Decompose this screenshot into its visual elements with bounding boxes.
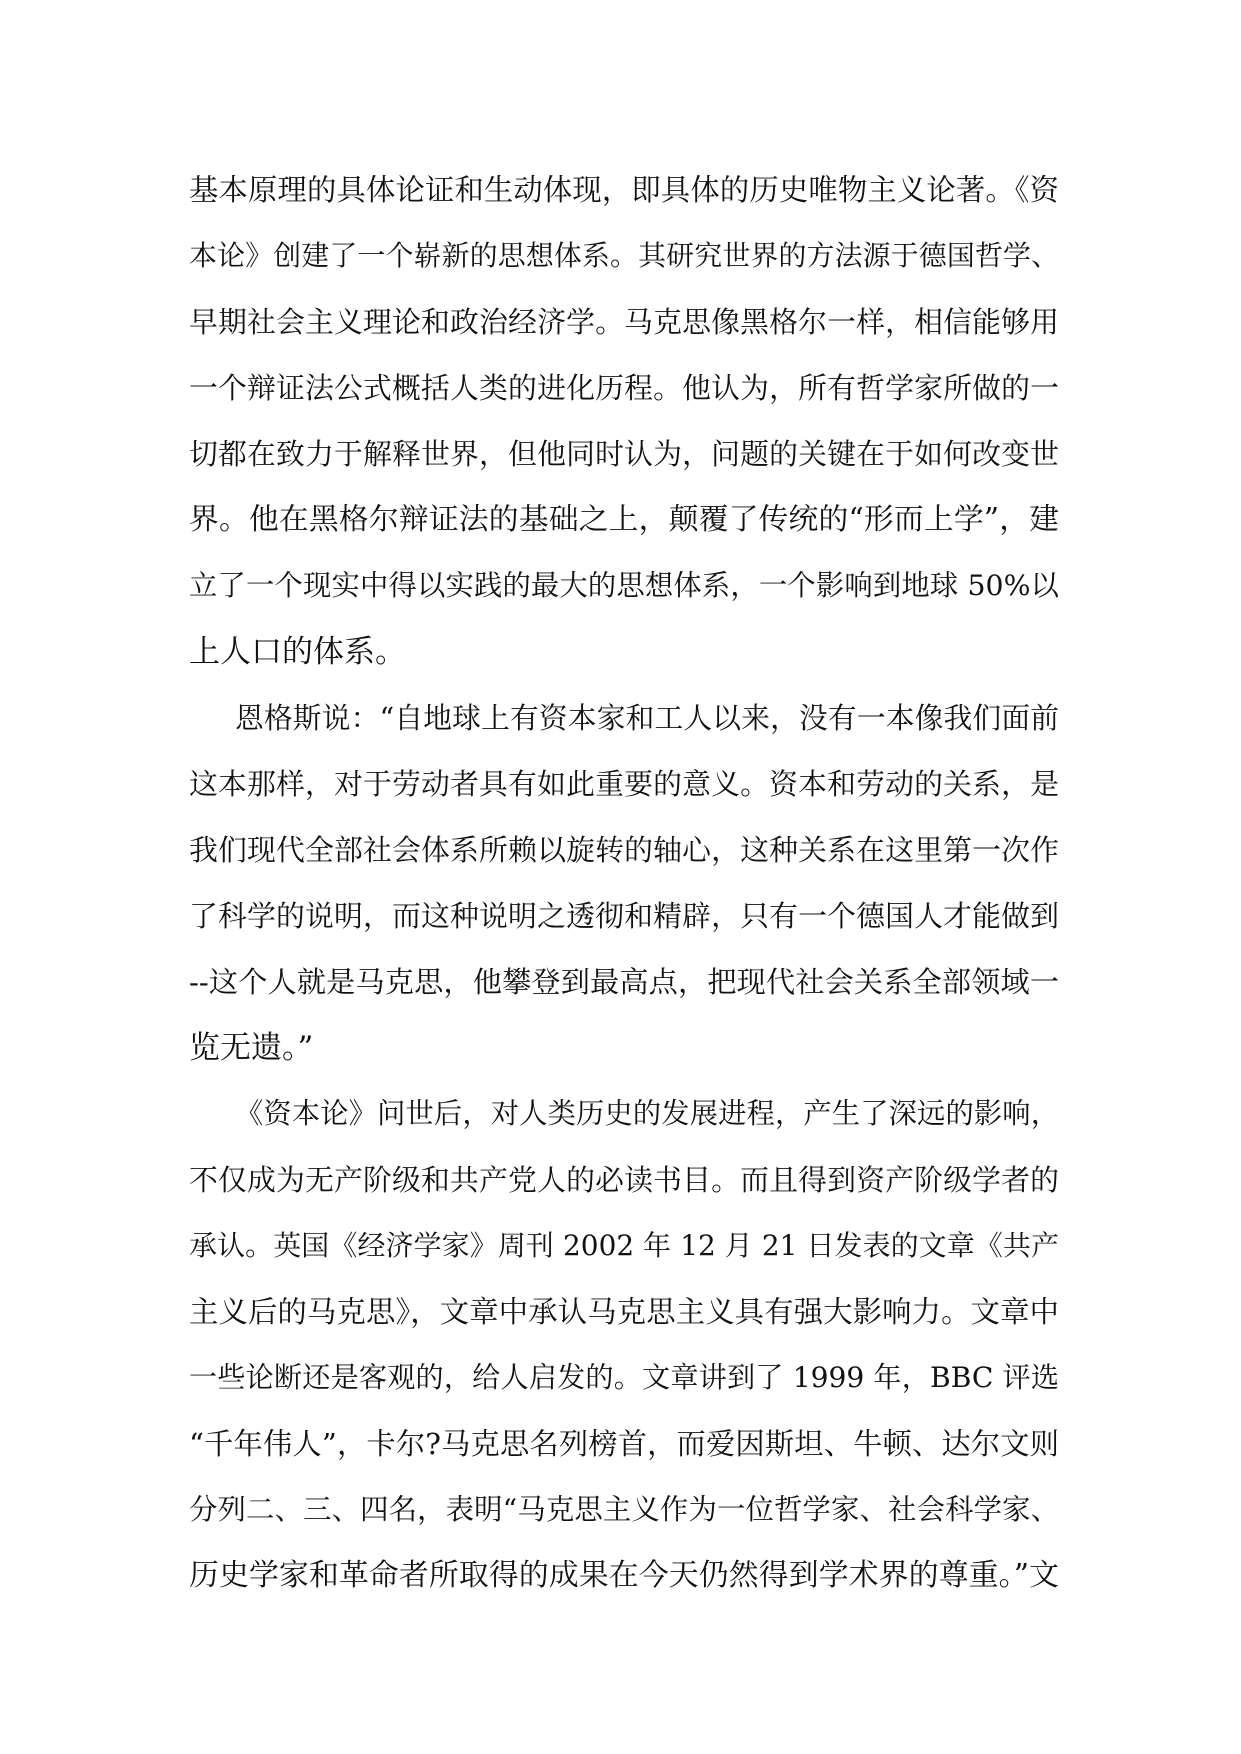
text-line: 一个辩证法公式概括人类的进化历程。他认为，所有哲学家所做的一 [189, 371, 1059, 405]
body-text [189, 157, 1059, 1609]
text-line: 承认。英国《经济学家》周刊 2002 年 12 月 21 日发表的文章《共产 [189, 1229, 1059, 1262]
text-line: 早期社会主义理论和政治经济学。马克思像黑格尔一样，相信能够用 [189, 305, 1059, 339]
text-line: 上人口的体系。 [189, 634, 406, 670]
text-line: 立了一个现实中得以实践的最大的思想体系，一个影响到地球 50%以 [189, 569, 1059, 602]
text-line: 主义后的马克思》，文章中承认马克思主义具有强大影响力。文章中 [189, 1295, 1059, 1329]
text-line: “千年伟人”，卡尔?马克思名列榜首，而爱因斯坦、牛顿、达尔文则 [189, 1427, 1059, 1461]
text-line: 览无遗。” [189, 1030, 314, 1066]
text-line: 我们现代全部社会体系所赖以旋转的轴心，这种关系在这里第一次作 [189, 833, 1059, 867]
text-line: 一些论断还是客观的，给人启发的。文章讲到了 1999 年，BBC 评选 [189, 1361, 1059, 1394]
text-line: 基本原理的具体论证和生动体现，即具体的历史唯物主义论著。《资 [189, 173, 1059, 207]
text-line: 历史学家和革命者所取得的成果在今天仍然得到学术界的尊重。”文 [189, 1558, 1059, 1593]
text-line: 切都在致力于解释世界，但他同时认为，问题的关键在于如何改变世 [189, 437, 1059, 471]
text-line: 了科学的说明，而这种说明之透彻和精辟，只有一个德国人才能做到 [189, 899, 1059, 933]
text-line: 分列二、三、四名，表明“马克思主义作为一位哲学家、社会科学家、 [189, 1493, 1059, 1526]
text-line: 这本那样，对于劳动者具有如此重要的意义。资本和劳动的关系，是 [189, 767, 1059, 801]
text-line: 不仅成为无产阶级和共产党人的必读书目。而且得到资产阶级学者的 [189, 1163, 1059, 1197]
text-line: --这个人就是马克思，他攀登到最高点，把现代社会关系全部领域一 [189, 965, 1059, 999]
text-line: 界。他在黑格尔辩证法的基础之上，颠覆了传统的“形而上学”，建 [189, 502, 1059, 537]
text-line: 本论》创建了一个崭新的思想体系。其研究世界的方法源于德国哲学、 [189, 239, 1059, 272]
paragraph-first-line: 恩格斯说：“自地球上有资本家和工人以来，没有一本像我们面前 [235, 701, 1059, 735]
paragraph-first-line: 《资本论》问世后，对人类历史的发展进程，产生了深远的影响， [235, 1097, 1059, 1130]
